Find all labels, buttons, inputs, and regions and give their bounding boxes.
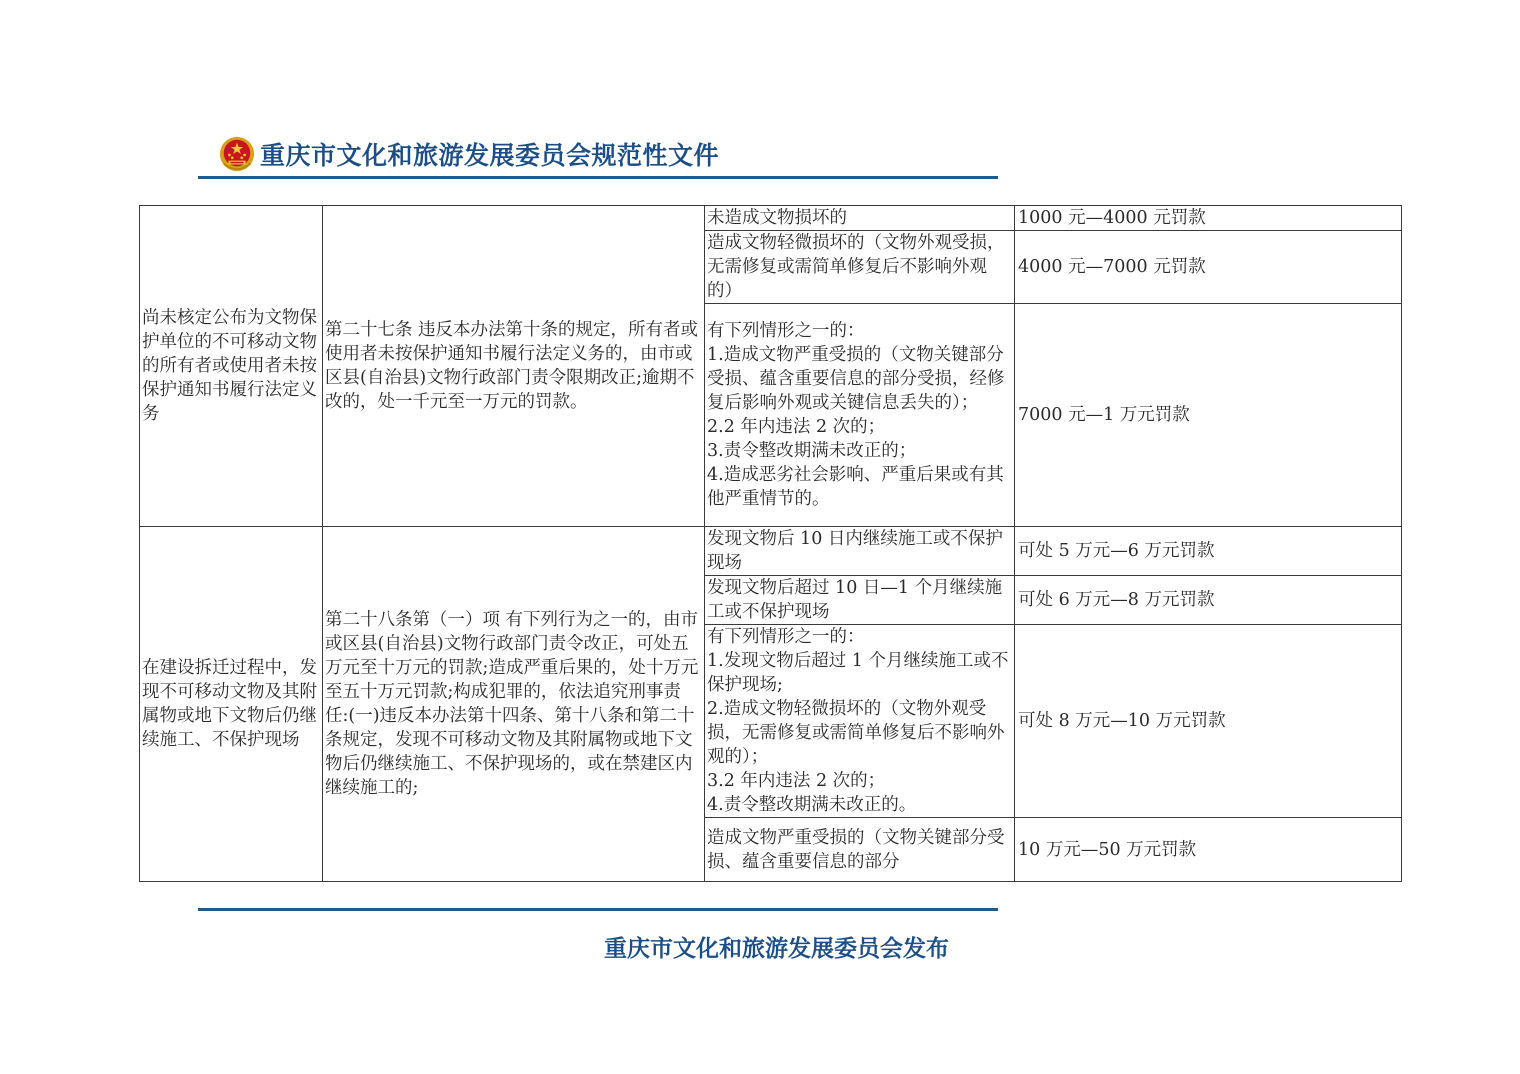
circumstance-line: 4.造成恶劣社会影响、严重后果或有其他严重情节的。 — [707, 465, 1004, 509]
penalty-cell: 可处 6 万元—8 万元罚款 — [1015, 576, 1402, 625]
national-emblem-icon — [218, 135, 256, 173]
circumstance-line: 1.造成文物严重受损的（文物关键部分受损、蕴含重要信息的部分受损，经修复后影响外观或关键信息丢失的）； — [707, 345, 1005, 413]
violation-cell: 尚未核定公布为文物保护单位的不可移动文物的所有者或使用者未按保护通知书履行法定义务 — [140, 206, 323, 527]
circumstance-line: 有下列情形之一的： — [707, 321, 865, 341]
penalty-cell: 10 万元—50 万元罚款 — [1015, 818, 1402, 882]
circumstance-cell: 发现文物后超过 10 日—1 个月继续施工或不保护现场 — [705, 576, 1015, 625]
footer-divider — [198, 908, 998, 911]
circumstance-cell — [705, 625, 1015, 818]
table-row — [140, 527, 1402, 576]
circumstance-line: 3.责令整改期满未改正的； — [707, 441, 917, 461]
publisher-footer: 重庆市文化和旅游发展委员会发布 — [604, 935, 949, 962]
violation-cell: 在建设拆迁过程中，发现不可移动文物及其附属物或地下文物后仍继续施工、不保护现场 — [140, 527, 323, 882]
circumstance-line: 1.发现文物后超过 1 个月继续施工或不保护现场; — [707, 651, 1009, 695]
document-header — [218, 132, 719, 176]
circumstance-line: 有下列情形之一的： — [707, 627, 865, 647]
penalty-cell: 可处 8 万元—10 万元罚款 — [1015, 625, 1402, 818]
header-divider — [198, 176, 998, 179]
penalty-cell: 可处 5 万元—6 万元罚款 — [1015, 527, 1402, 576]
header-title: 重庆市文化和旅游发展委员会规范性文件 — [260, 141, 720, 170]
circumstance-cell — [705, 304, 1015, 527]
table-row — [140, 206, 1402, 231]
circumstance-cell: 造成文物严重受损的（文物关键部分受损、蕴含重要信息的部分 — [705, 818, 1015, 882]
penalty-cell: 1000 元—4000 元罚款 — [1015, 206, 1402, 231]
penalty-table — [139, 205, 1402, 882]
circumstance-line: 2.造成文物轻微损坏的（文物外观受损，无需修复或需简单修复后不影响外观的）； — [707, 699, 1005, 767]
circumstance-cell: 发现文物后 10 日内继续施工或不保护现场 — [705, 527, 1015, 576]
circumstance-cell: 未造成文物损坏的 — [705, 206, 1015, 231]
provision-cell: 第二十八条第（一）项 有下列行为之一的，由市或区县(自治县)文物行政部门责令改正，可处五万元至十万元的罚款;造成严重后果的，处十万元至五十万元罚款;构成犯罪的，依法追究刑事责任:(一)违反本办法第十四条、第十八条和第二十条规定，发现不可移动文物及其附属物或地下文物后仍继续施工、不保护现场的，或在禁建区内继续施工的; — [323, 527, 705, 882]
circumstance-line: 3.2 年内违法 2 次的； — [707, 771, 886, 791]
provision-cell: 第二十七条 违反本办法第十条的规定，所有者或使用者未按保护通知书履行法定义务的，由市或区县(自治县)文物行政部门责令限期改正;逾期不改的，处一千元至一万元的罚款。 — [323, 206, 705, 527]
penalty-cell: 4000 元—7000 元罚款 — [1015, 231, 1402, 304]
penalty-cell: 7000 元—1 万元罚款 — [1015, 304, 1402, 527]
circumstance-line: 4.责令整改期满未改正的。 — [707, 795, 917, 815]
circumstance-cell: 造成文物轻微损坏的（文物外观受损，无需修复或需简单修复后不影响外观的） — [705, 231, 1015, 304]
circumstance-line: 2.2 年内违法 2 次的； — [707, 417, 886, 437]
